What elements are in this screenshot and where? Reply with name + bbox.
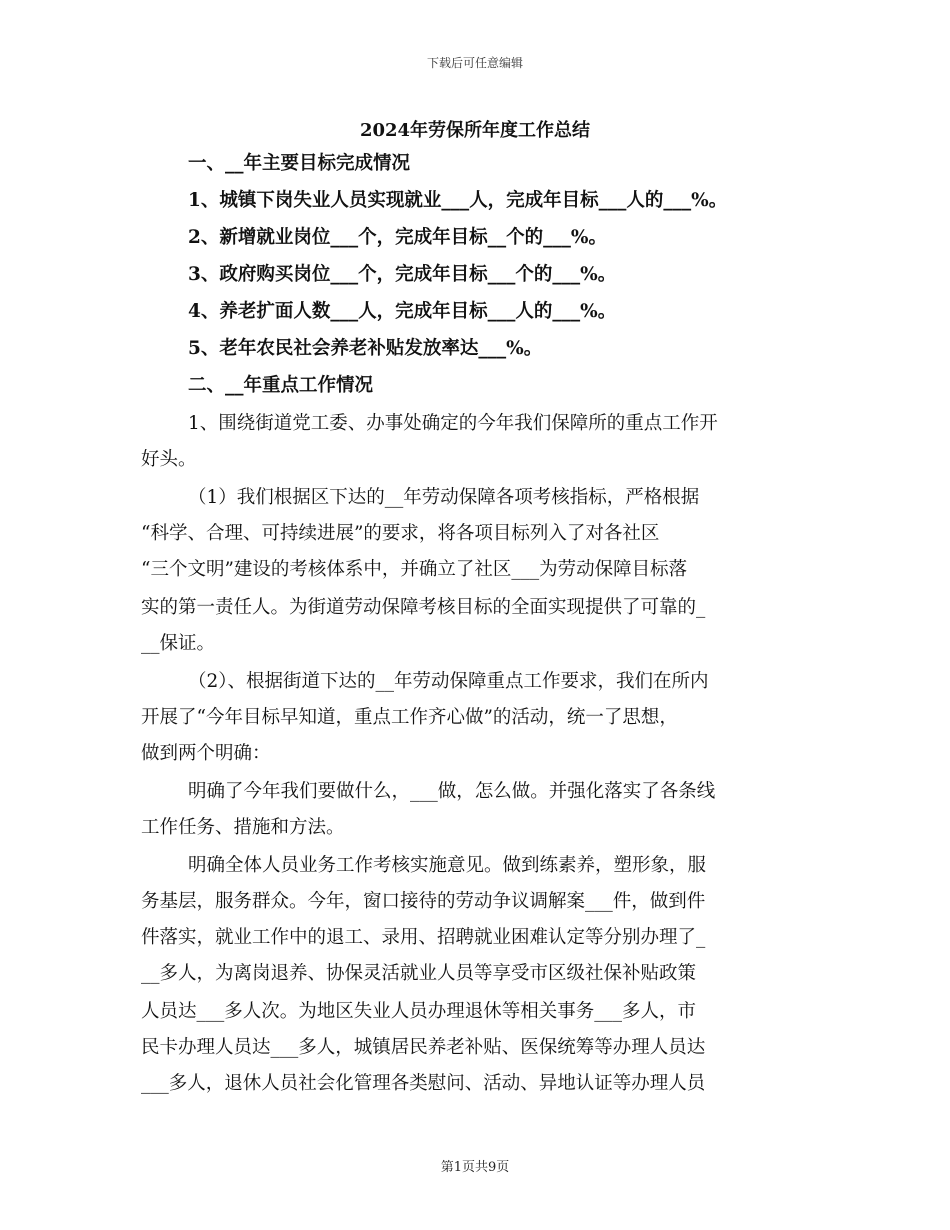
paragraph-line: 民卡办理人员达___多人，城镇居民养老补贴、医保统筹等办理人员达 <box>141 1037 706 1058</box>
paragraph-line: “科学、合理、可持续进展”的要求，将各项目标列入了对各社区 <box>141 523 660 544</box>
goal-item-2: 2、新增就业岗位___个，完成年目标__个的___%。 <box>188 227 607 248</box>
paragraph-line: __保证。 <box>141 633 216 654</box>
paragraph-line: 件落实，就业工作中的退工、录用、招聘就业困难认定等分别办理了_ <box>141 927 706 948</box>
paragraph-line: 好头。 <box>141 449 197 470</box>
paragraph-line: 实的第一责任人。为街道劳动保障考核目标的全面实现提供了可靠的_ <box>141 597 706 618</box>
paragraph-line: 开展了“今年目标早知道，重点工作齐心做”的活动，统一了思想， <box>141 707 678 728</box>
paragraph-line: （1）我们根据区下达的__年劳动保障各项考核指标，严格根据 <box>188 487 700 508</box>
paragraph-line: “三个文明”建设的考核体系中，并确立了社区___为劳动保障目标落 <box>141 559 688 580</box>
paragraph-line: 人员达___多人次。为地区失业人员办理退休等相关事务___多人，市 <box>141 1001 697 1022</box>
paragraph-line: 务基层，服务群众。今年，窗口接待的劳动争议调解案___件，做到件 <box>141 891 706 912</box>
page-footer: 第1页共9页 <box>440 1160 510 1175</box>
section-heading-2: 二、__年重点工作情况 <box>188 375 374 396</box>
section-heading-1: 一、__年主要目标完成情况 <box>188 153 411 174</box>
paragraph-line: 1、围绕街道党工委、办事处确定的今年我们保障所的重点工作开 <box>188 413 718 434</box>
paragraph-line: 明确了今年我们要做什么，___做，怎么做。并强化落实了各条线 <box>188 781 716 802</box>
paragraph-line: （2）、根据街道下达的__年劳动保障重点工作要求，我们在所内 <box>188 671 709 692</box>
paragraph-line: 明确全体人员业务工作考核实施意见。做到练素养，塑形象，服 <box>188 855 707 876</box>
paragraph-line: ___多人，退休人员社会化管理各类慰问、活动、异地认证等办理人员 <box>141 1073 706 1094</box>
goal-item-3: 3、政府购买岗位___个，完成年目标___个的___%。 <box>188 264 617 285</box>
goal-item-1: 1、城镇下岗失业人员实现就业___人，完成年目标___人的___%。 <box>188 190 728 211</box>
paragraph-line: 做到两个明确： <box>141 743 271 764</box>
paragraph-line: __多人，为离岗退养、协保灵活就业人员等享受市区级社保补贴政策 <box>141 963 697 984</box>
paragraph-line: 工作任务、措施和方法。 <box>141 817 345 838</box>
header-note: 下载后可任意编辑 <box>426 56 523 70</box>
goal-item-4: 4、养老扩面人数___人，完成年目标___人的___%。 <box>188 301 617 322</box>
document-title: 2024年劳保所年度工作总结 <box>359 120 591 141</box>
goal-item-5: 5、老年农民社会养老补贴发放率达___%。 <box>188 338 543 359</box>
